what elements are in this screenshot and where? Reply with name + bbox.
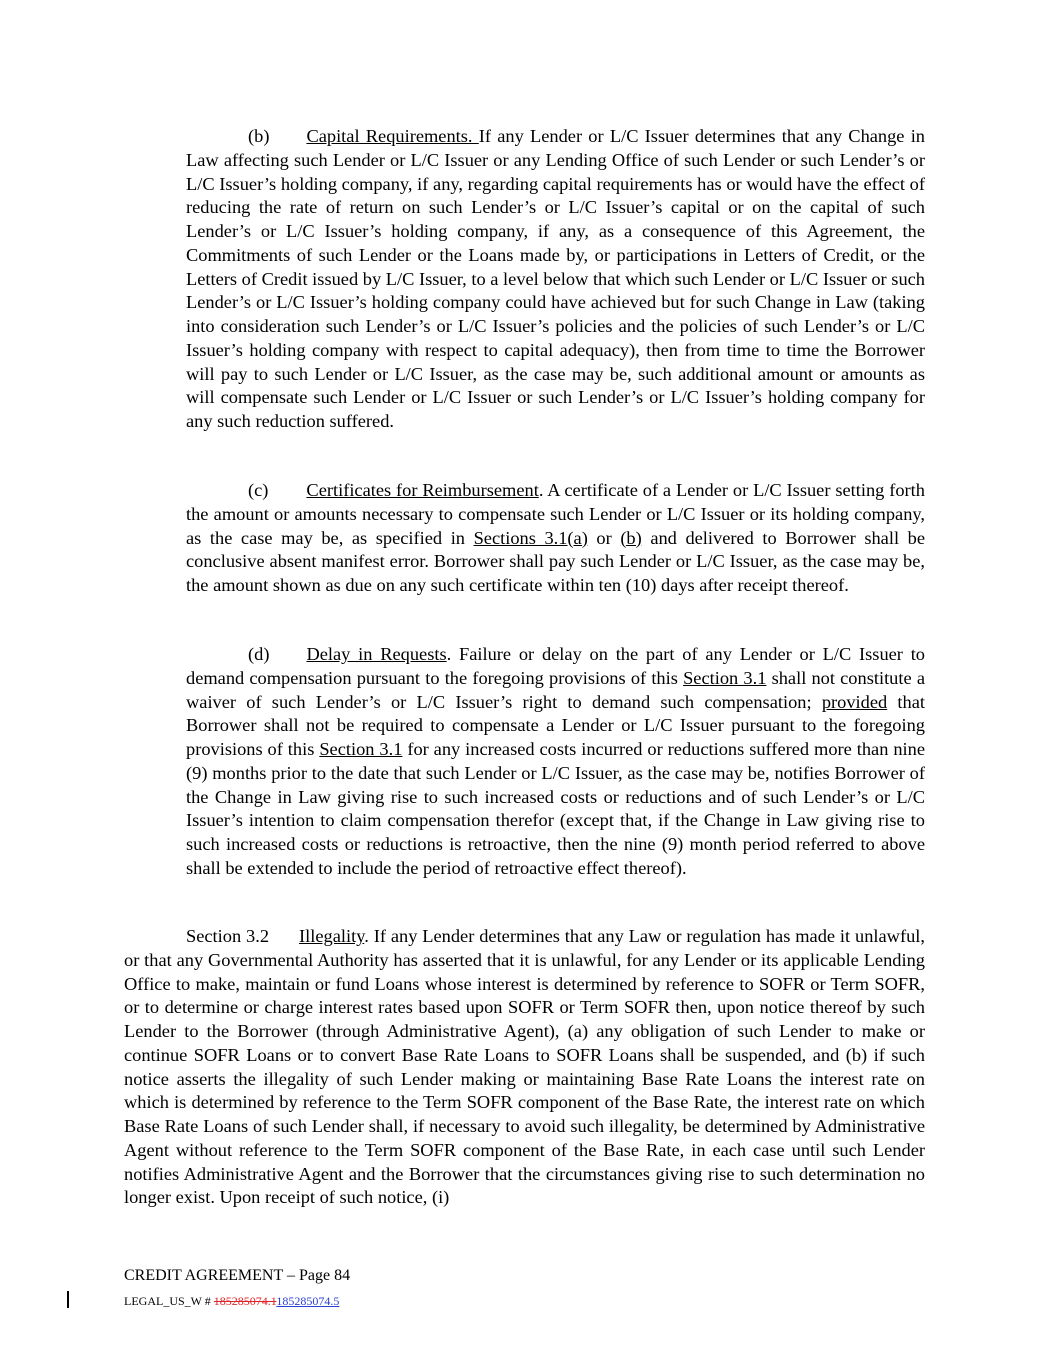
paragraph-c-text-2: or	[587, 527, 621, 548]
deleted-revision-id: 185285074.1	[213, 1294, 277, 1308]
paragraph-d-heading: Delay in Requests	[306, 644, 447, 664]
paragraph-d	[186, 643, 925, 881]
section-reference-link: Sections 3.1(a)	[473, 527, 588, 548]
paragraph-d-text-4: for any increased costs incurred or reductions suffered more than nine (9) months prior to the date that such Lender or L/C Issuer, as the case may be, notifies Borrower of the Change in Law giving rise to such increased costs or reductions and of such Lender’s or L/C Issuer’s intention to claim compensation therefor (except that, if the Change in Law giving rise to such increased costs or reductions is retroactive, then the nine (9) month period referred to above shall be extended to include the period of retroactive effect thereof).	[186, 739, 925, 878]
footer-document-id	[124, 1293, 339, 1309]
paragraph-c-text-1: . A certificate of a Lender or L/C Issuer setting forth the amount or amounts necessary to compensate such Lender or L/C Issuer or its holding company, as the case may be, as specified in	[186, 480, 925, 548]
paragraph-b	[186, 125, 925, 434]
paragraph-d-text-3: that Borrower shall not be required to compensate a Lender or L/C Issuer pursuant to the foregoing provisions of this	[186, 691, 925, 759]
paragraph-d-text-1: . Failure or delay on the part of any Lender or L/C Issuer to demand compensation pursuant to the foregoing provisions of this	[186, 644, 926, 688]
paragraph-b-heading: Capital Requirements.	[306, 126, 479, 146]
paragraph-c-text-3: and delivered to Borrower shall be conclusive absent manifest error. Borrower shall pay such Lender or L/C Issuer, as the case may be, the amount shown as due on any such certificate within ten (10) days after receipt thereof.	[186, 527, 925, 595]
section-3-2-text: . If any Lender determines that any Law or regulation has made it unlawful, or that any Governmental Authority has asserted that it is unlawful, for any Lender or its applicable Lending Office to make, maintain or fund Loans whose interest is determined by reference to SOFR or Term SOFR, or to determine or charge interest rates based upon SOFR or Term SOFR then, upon notice thereof by such Lender to the Borrower (through Administrative Agent), (a) any obligation of such Lender to make or continue SOFR Loans or to convert Base Rate Loans to SOFR Loans shall be suspended, and (b) if such notice asserts the illegality of such Lender making or maintaining Base Rate Loans the interest rate on which is determined by reference to the Term SOFR component of the Base Rate, the interest rate on which Base Rate Loans of such Lender shall, if necessary to avoid such illegality, be determined by Administrative Agent without reference to the Term SOFR component of the Base Rate, in each case until such Lender notifies Administrative Agent and the Borrower that the circumstances giving rise to such determination no longer exist. Upon receipt of such notice, (i)	[124, 926, 925, 1208]
paragraph-c-label: (c)	[248, 480, 269, 500]
section-3-2-heading: Illegality	[299, 926, 365, 946]
paragraph-d-label: (d)	[248, 644, 270, 664]
section-reference-link: Section 3.1	[683, 667, 767, 688]
section-reference-link: (b)	[620, 527, 642, 548]
section-3-2-label: Section 3.2	[186, 926, 270, 946]
footer-id-prefix: LEGAL_US_W #	[124, 1294, 214, 1308]
revision-change-bar	[67, 1291, 69, 1308]
section-3-2	[124, 925, 925, 1210]
paragraph-d-text-2: shall not constitute a waiver of such Lender’s or L/C Issuer’s right to demand such compensation;	[186, 667, 925, 712]
footer-title: CREDIT AGREEMENT – Page 84	[124, 1267, 351, 1284]
paragraph-c	[186, 479, 925, 598]
inserted-revision-id: 185285074.5	[276, 1294, 340, 1308]
paragraph-b-text: If any Lender or L/C Issuer determines that any Change in Law affecting such Lender or L/C Issuer or any Lending Office of such Lender or such Lender’s or L/C Issuer’s holding company, if any, regarding capital requirements has or would have the effect of reducing the rate of return on such Lender’s or L/C Issuer’s capital or on the capital of such Lender’s or L/C Issuer’s holding company, if any, as a consequence of this Agreement, the Commitments of such Lender or the Loans made by, or participations in Letters of Credit, or the Letters of Credit issued by L/C Issuer, to a level below that which such Lender or L/C Issuer or such Lender’s or L/C Issuer’s holding company could have achieved but for such Change in Law (taking into consideration such Lender’s or L/C Issuer’s policies and the policies of such Lender’s or L/C Issuer’s holding company with respect to capital adequacy), then from time to time the Borrower will pay to such Lender or L/C Issuer, as the case may be, such additional amount or amounts as will compensate such Lender or L/C Issuer or such Lender’s or L/C Issuer’s holding company for any such reduction suffered.	[186, 126, 926, 431]
paragraph-b-label: (b)	[248, 126, 270, 146]
proviso-term: provided	[821, 691, 888, 712]
paragraph-c-heading: Certificates for Reimbursement	[306, 480, 539, 500]
section-reference-link: Section 3.1	[319, 739, 403, 759]
